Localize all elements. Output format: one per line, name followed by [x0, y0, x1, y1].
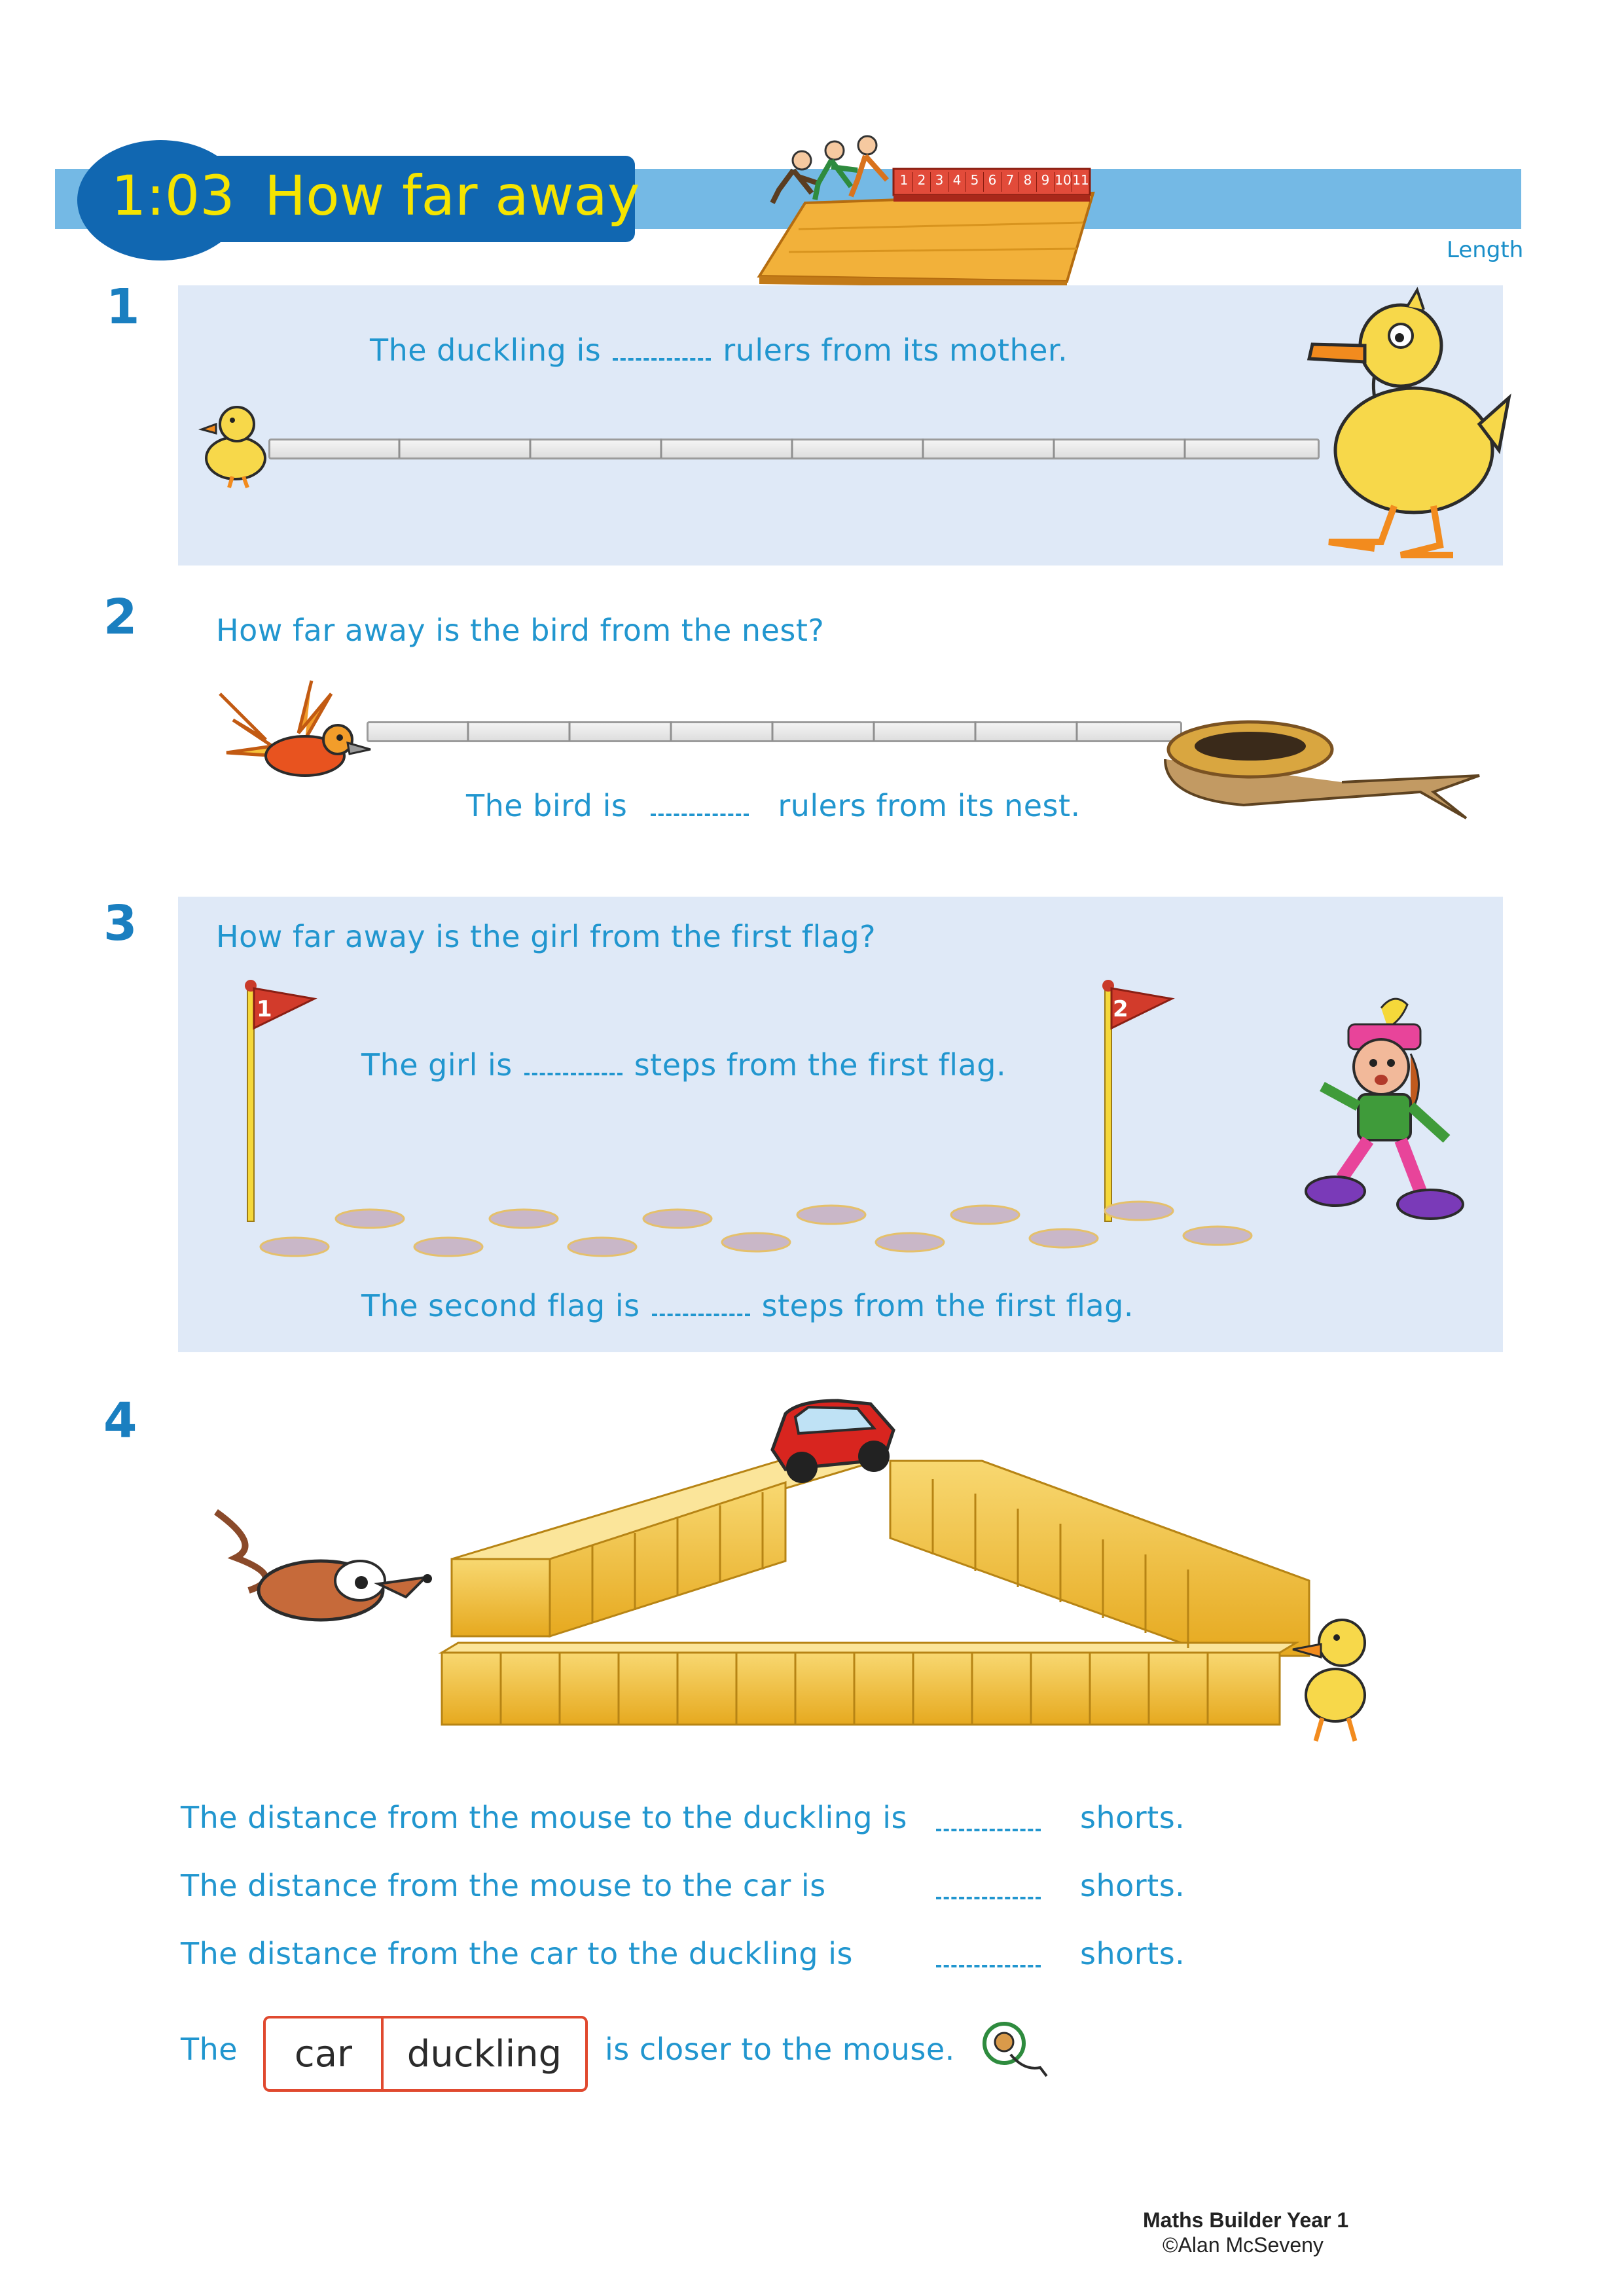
- choice-car-option[interactable]: car: [266, 2018, 384, 2089]
- answer-blank[interactable]: [524, 1053, 623, 1075]
- ruler-ticks: [268, 439, 1320, 459]
- q3-flag-before: The second flag is: [361, 1288, 640, 1323]
- q4-unit: shorts.: [1080, 1936, 1185, 1971]
- q3-question: How far away is the girl from the first flag?: [216, 919, 876, 954]
- question-number: 1: [106, 279, 140, 335]
- flag-1-label: 1: [257, 996, 272, 1022]
- flag-1-icon: [236, 979, 321, 1228]
- nest-icon: [1159, 720, 1486, 831]
- number-tile: 4: [948, 172, 966, 192]
- bird-icon: [207, 674, 377, 792]
- q3-girl-sentence: [361, 1047, 1006, 1083]
- race-track-illustration: [753, 131, 1119, 288]
- mother-duck-icon: [1303, 287, 1512, 562]
- q3-flag-sentence: [361, 1288, 1134, 1323]
- number-tile: 8: [1019, 172, 1037, 192]
- mouse-icon: [216, 1512, 432, 1620]
- q3-flag-after: steps from the first flag.: [761, 1288, 1134, 1323]
- q2-sentence-after: rulers from its nest.: [778, 788, 1081, 823]
- block-triangle-illustration: [209, 1388, 1388, 1754]
- q2-question: How far away is the bird from the nest?: [216, 613, 825, 648]
- girl-icon: [1296, 995, 1466, 1224]
- answer-blank[interactable]: [652, 1294, 750, 1316]
- number-tile: 3: [931, 172, 948, 192]
- q4-unit: shorts.: [1080, 1800, 1185, 1835]
- q3-girl-after: steps from the first flag.: [634, 1047, 1007, 1083]
- q4-line-2-text: The distance from the mouse to the car is: [181, 1868, 826, 1903]
- page-title: How far away: [264, 164, 640, 228]
- q2-sentence-before: The bird is: [466, 788, 628, 823]
- q1-sentence-after: rulers from its mother.: [723, 332, 1068, 368]
- number-tile: 11: [1072, 172, 1089, 188]
- answer-blank[interactable]: [936, 1877, 1041, 1899]
- footer-author: ©Alan McSeveny: [1163, 2233, 1324, 2257]
- question-number: 2: [103, 589, 137, 645]
- question-number: 3: [103, 895, 137, 952]
- duckling-icon: [196, 393, 281, 491]
- number-tile: 2: [913, 172, 931, 192]
- q1-sentence-before: The duckling is: [370, 332, 602, 368]
- footprints-icon: [249, 1191, 1270, 1263]
- question-number: 4: [103, 1393, 137, 1449]
- number-tile: 7: [1001, 172, 1019, 192]
- q3-girl-before: The girl is: [361, 1047, 513, 1083]
- footer-book: Maths Builder Year 1: [1143, 2208, 1349, 2232]
- q2-answer-sentence: [466, 788, 1081, 823]
- answer-blank[interactable]: [613, 338, 711, 361]
- choice-duckling-option[interactable]: duckling: [406, 2032, 562, 2075]
- choice-prefix: The: [181, 2032, 238, 2067]
- q4-line-3: [181, 1936, 853, 1971]
- choice-box: [263, 2016, 588, 2092]
- q4-line-2: [181, 1868, 826, 1903]
- number-tile: 6: [984, 172, 1001, 192]
- runner-figures-icon: [772, 136, 887, 203]
- ruler-ticks: [367, 721, 1182, 742]
- answer-blank[interactable]: [936, 1809, 1041, 1831]
- q4-line-1-text: The distance from the mouse to the duckling is: [181, 1800, 907, 1835]
- q1-answer-sentence: [370, 332, 1068, 368]
- choice-suffix: is closer to the mouse.: [605, 2032, 955, 2067]
- number-tiles: [895, 172, 1089, 192]
- q4-unit: shorts.: [1080, 1868, 1185, 1903]
- topic-label: Length: [1447, 237, 1524, 263]
- number-tile: 1: [895, 172, 913, 192]
- answer-blank[interactable]: [936, 1945, 1041, 1967]
- q4-line-1: [181, 1800, 907, 1835]
- number-tile: 5: [966, 172, 984, 192]
- answer-blank[interactable]: [651, 794, 749, 816]
- number-tile: 9: [1037, 172, 1055, 192]
- flag-2-icon: [1093, 979, 1178, 1228]
- flag-2-label: 2: [1113, 996, 1128, 1022]
- lesson-number: 1:03: [111, 164, 235, 228]
- q4-line-3-text: The distance from the car to the duckling is: [181, 1936, 853, 1971]
- mascot-icon: [978, 2018, 1050, 2077]
- number-tile: 10: [1055, 172, 1072, 192]
